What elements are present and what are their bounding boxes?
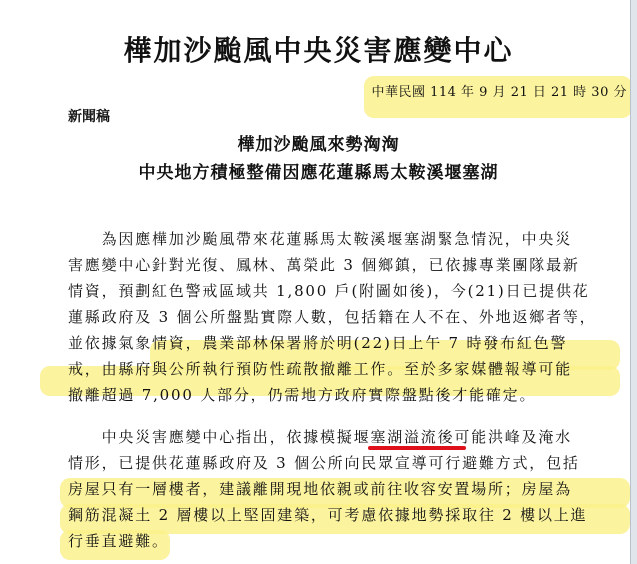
paragraph-line: 情形，已提供花蓮縣政府及 3 個公所向民眾宣導可行避難方式，包括 [68,454,580,472]
press-release-label: 新聞稿 [68,109,110,125]
window-edge [630,0,637,564]
headline-secondary: 中央地方積極整備因應花蓮縣馬太鞍溪堰塞湖 [138,163,499,183]
paragraph-line: 房屋只有一層樓者，建議離開現地依親或前往收容安置場所；房屋為 [68,480,573,498]
paragraph-line: 情資，預劃紅色警戒區域共 1,800 戶(附圖如後)，今(21)日已提供花 [68,282,590,300]
organization-title: 樺加沙颱風中央災害應變中心 [123,34,514,67]
red-underline-mark [368,446,466,450]
release-datetime: 中華民國 114 年 9 月 21 日 21 時 30 分 [371,85,627,100]
paragraph-line: 中央災害應變中心指出，依據模擬堰塞湖溢流後可能洪峰及淹水 [68,428,573,446]
paragraph-line: 行垂直避難。 [68,532,169,550]
paragraph-line: 為因應樺加沙颱風帶來花蓮縣馬太鞍溪堰塞湖緊急情況，中央災 [68,230,573,248]
paragraph-line: 鋼筋混凝土 2 層樓以上堅固建築，可考慮依據地勢採取往 2 樓以上進 [68,506,588,524]
body-paragraph-1 [68,226,596,408]
paragraph-line: 戒，由縣府與公所執行預防性疏散撤離工作。至於多家媒體報導可能 [68,360,573,378]
paragraph-line: 並依據氣象情資，農業部林保署將於明(22)日上午 7 時發布紅色警 [68,334,568,352]
body-paragraph-2 [68,424,587,554]
paragraph-line: 蓮縣政府及 3 個公所盤點實際人數，包括籍在人不在、外地返鄉者等， [68,308,597,326]
paragraph-line: 撤離超過 7,000 人部分，仍需地方政府實際盤點後才能確定。 [68,386,537,404]
headline-primary: 樺加沙颱風來勢洶洶 [237,135,400,155]
paragraph-line: 害應變中心針對光復、鳳林、萬榮此 3 個鄉鎮，已依據專業團隊最新 [68,256,580,274]
